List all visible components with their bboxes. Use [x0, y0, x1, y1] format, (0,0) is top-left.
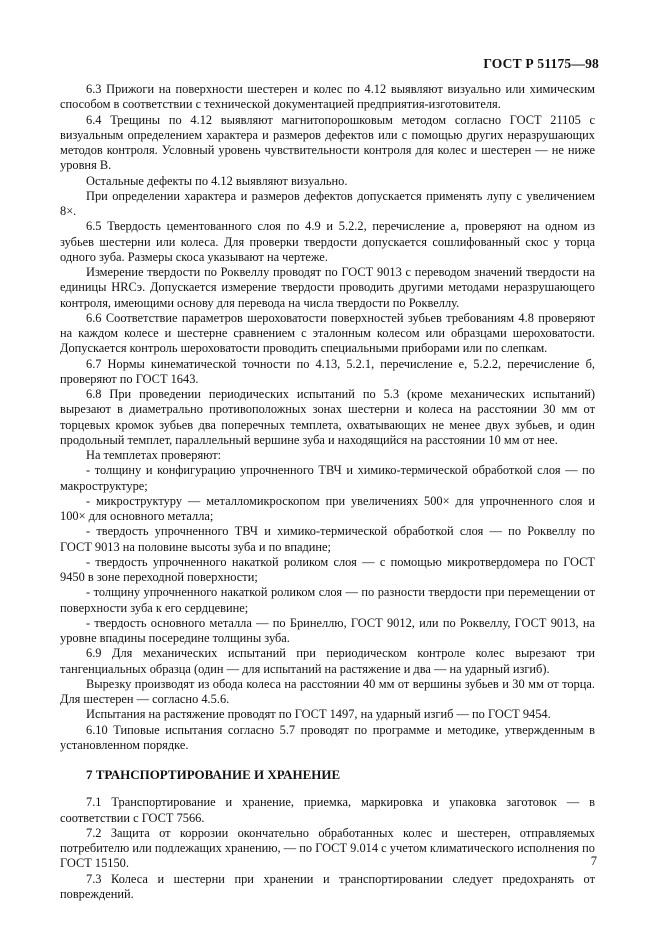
list-item-base-metal-hardness: - твердость основного металла — по Бринеллю, ГОСТ 9012, или по Роквеллу, ГОСТ 9013, на уровне впадины посередине толщины зуба.	[60, 615, 595, 645]
paragraph-6-8: 6.8 При проведении периодических испытаний по 5.3 (кроме механических испытаний) вырезают в диаметрально противоположных зонах шестерни и колеса на расстоянии 30 мм от торцевых кромок зубьев два поперечных темплета, охватывающих не менее двух зубьев, и один продольный темплет, параллельный вершине зуба и находящийся на расстоянии 10 мм от нее.	[60, 387, 595, 447]
paragraph-6-9-cutting: Вырезку производят из обода колеса на расстоянии 40 мм от вершины зубьев и 30 мм от торца. Для шестерен — согласно 4.5.6.	[60, 676, 595, 706]
page-number: 7	[590, 854, 597, 868]
list-item-microstructure: - микроструктуру — металломикроскопом при увеличениях 500× для упрочненного слоя и 100× для основного металла;	[60, 493, 595, 523]
document-code: ГОСТ Р 51175—98	[483, 56, 599, 71]
list-item-hardness-rolled: - твердость упрочненного накаткой роликом слоя — с помощью микротвердомера по ГОСТ 9450 в зоне переходной поверхности;	[60, 554, 595, 584]
paragraph-7-2: 7.2 Защита от коррозии окончательно обработанных колес и шестерен, отправляемых потребителю или подлежащих хранению, — по ГОСТ 9.014 с учетом климатического исполнения по ГОСТ 15150.	[60, 825, 595, 871]
paragraph-6-9: 6.9 Для механических испытаний при периодическом контроле колес вырезают три тангенциальных образца (один — для испытаний на растяжение и два — на ударный изгиб).	[60, 646, 595, 676]
paragraph-6-9-tests: Испытания на растяжение проводят по ГОСТ 1497, на ударный изгиб — по ГОСТ 9454.	[86, 707, 551, 722]
paragraph-7-3: 7.3 Колеса и шестерни при хранении и транспортировании следует предохранять от повреждений.	[60, 871, 595, 901]
paragraph-7-1: 7.1 Транспортирование и хранение, приемка, маркировка и упаковка заготовок — в соответствии с ГОСТ 7566.	[60, 795, 595, 825]
paragraph-6-7: 6.7 Нормы кинематической точности по 4.13, 5.2.1, перечисление е, 5.2.2, перечисление б, проверяют по ГОСТ 1643.	[60, 356, 595, 386]
paragraph-6-3: 6.3 Прижоги на поверхности шестерен и колес по 4.12 выявляют визуально или химическим способом в соответствии с технической документацией предприятия-изготовителя.	[60, 82, 595, 112]
paragraph-6-4: 6.4 Трещины по 4.12 выявляют магнитопорошковым методом согласно ГОСТ 21105 с визуальным определением характера и размеров дефектов или с помощью других неразрушающих методов контроля. Условный уровень чувствительности контроля для колес и шестерен — не ниже уровня В.	[60, 112, 595, 173]
paragraph-6-8-templates-intro: На темплетах проверяют:	[86, 448, 222, 462]
paragraph-6-5: 6.5 Твердость цементованного слоя по 4.9 и 5.2.2, перечисление а, проверяют на одном из зубьев шестерни или колеса. Для проверки твердости допускается сошлифованный скос у торца одного зуба. Размеры скоса указывают на чертеже.	[60, 219, 595, 264]
document-body	[60, 82, 595, 902]
paragraph-6-5-rockwell: Измерение твердости по Роквеллу проводят по ГОСТ 9013 с переводом значений твердости на единицы HRCэ. Допускается измерение твердости проводить другими методами неразрушающего контроля, имеющими основу для перевода на числа твердости по Роквеллу.	[60, 265, 595, 310]
section-7-title: 7 ТРАНСПОРТИРОВАНИЕ И ХРАНЕНИЕ	[86, 767, 341, 782]
list-item-thickness-rolled: - толщину упрочненного накаткой роликом слоя — по разности твердости при перемещении от поверхности зуба к его сердцевине;	[60, 585, 595, 615]
paragraph-6-6: 6.6 Соответствие параметров шероховатости поверхностей зубьев требованиям 4.8 проверяют на каждом колесе и шестерне сравнением с эталонным колесом или образцами шероховатости. Допускается контроль шероховатости проводить специальными приборами или по слепкам.	[60, 310, 595, 356]
paragraph-6-4-magnifier: При определении характера и размеров дефектов допускается применять лупу с увеличением 8×.	[60, 188, 595, 218]
paragraph-6-4-other-defects: Остальные дефекты по 4.12 выявляют визуально.	[86, 173, 348, 188]
list-item-macrostructure: - толщину и конфигурацию упрочненного ТВЧ и химико-термической обработкой слоя — по макроструктуре;	[60, 463, 595, 493]
list-item-hardness-hardened: - твердость упрочненного ТВЧ и химико-термической обработкой слоя — по Роквеллу по ГОСТ 9013 на половине высоты зуба и по впадине;	[60, 524, 595, 554]
paragraph-6-10: 6.10 Типовые испытания согласно 5.7 проводят по программе и методике, утвержденным в установленном порядке.	[60, 722, 595, 752]
